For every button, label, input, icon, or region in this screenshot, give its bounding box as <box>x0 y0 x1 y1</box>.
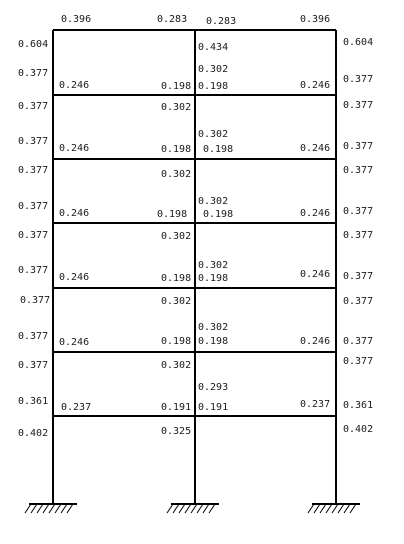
mid-col-right-label: 0.293 <box>198 382 229 393</box>
fixed-supports <box>25 504 360 513</box>
support-hatch <box>31 504 37 513</box>
support-hatch <box>67 504 73 513</box>
left-col-label: 0.402 <box>18 428 49 439</box>
support-hatch <box>344 504 350 513</box>
beam-1-left-end-label: 0.396 <box>61 14 92 25</box>
left-col-label: 0.377 <box>20 295 51 306</box>
frame-members <box>53 30 336 504</box>
beam-mid-right-label: 0.191 <box>198 402 229 413</box>
left-col-label: 0.604 <box>18 39 49 50</box>
beam-right-end-label: 0.246 <box>300 269 331 280</box>
beam-mid-right-label: 0.198 <box>198 273 229 284</box>
support-hatch <box>191 504 197 513</box>
left-col-label: 0.377 <box>18 101 49 112</box>
support-hatch <box>350 504 356 513</box>
fixed-support-2 <box>167 504 219 513</box>
support-hatch <box>308 504 314 513</box>
right-col-label: 0.361 <box>343 400 374 411</box>
beam-right-end-label: 0.246 <box>300 336 331 347</box>
left-col-label: 0.377 <box>18 265 49 276</box>
support-hatch <box>209 504 215 513</box>
mid-col-right-label: 0.302 <box>198 196 229 207</box>
support-hatch <box>49 504 55 513</box>
support-hatch <box>314 504 320 513</box>
right-col-label: 0.377 <box>343 271 374 282</box>
right-col-label: 0.377 <box>343 100 374 111</box>
right-col-label: 0.377 <box>343 74 374 85</box>
support-hatch <box>167 504 173 513</box>
mid-col-left-label: 0.302 <box>161 360 192 371</box>
beam-mid-left-label: 0.198 <box>161 144 192 155</box>
left-col-label: 0.377 <box>18 136 49 147</box>
left-col-label: 0.361 <box>18 396 49 407</box>
left-col-label: 0.377 <box>18 165 49 176</box>
right-col-label: 0.377 <box>343 165 374 176</box>
left-col-label: 0.377 <box>18 331 49 342</box>
beam-mid-right-label: 0.198 <box>198 336 229 347</box>
beam-left-end-label: 0.246 <box>59 143 90 154</box>
beam-left-end-label: 0.246 <box>59 80 90 91</box>
beam-mid-left-label: 0.191 <box>161 402 192 413</box>
right-col-label: 0.377 <box>343 336 374 347</box>
right-col-label: 0.377 <box>343 356 374 367</box>
beam-1-mid-left-label: 0.283 <box>157 14 188 25</box>
support-hatch <box>179 504 185 513</box>
support-hatch <box>55 504 61 513</box>
mid-col-right-label: 0.302 <box>198 322 229 333</box>
support-hatch <box>61 504 67 513</box>
mid-col-left-label: 0.325 <box>161 426 192 437</box>
support-hatch <box>43 504 49 513</box>
support-hatch <box>37 504 43 513</box>
support-hatch <box>338 504 344 513</box>
mid-col-left-label: 0.302 <box>161 296 192 307</box>
mid-col-left-label: 0.302 <box>161 102 192 113</box>
beam-mid-left-label: 0.198 <box>157 209 188 220</box>
beam-left-end-label: 0.246 <box>59 208 90 219</box>
mid-col-left-label: 0.302 <box>161 231 192 242</box>
support-hatch <box>203 504 209 513</box>
beam-right-end-label: 0.246 <box>300 80 331 91</box>
support-hatch <box>320 504 326 513</box>
support-hatch <box>332 504 338 513</box>
left-col-label: 0.377 <box>18 201 49 212</box>
beam-right-end-label: 0.246 <box>300 208 331 219</box>
beam-mid-left-label: 0.198 <box>161 273 192 284</box>
left-col-label: 0.377 <box>18 360 49 371</box>
right-col-label: 0.377 <box>343 206 374 217</box>
support-hatch <box>173 504 179 513</box>
right-col-label: 0.377 <box>343 230 374 241</box>
beam-mid-right-label: 0.198 <box>203 209 234 220</box>
right-col-label: 0.377 <box>343 296 374 307</box>
beam-1-mid-right-label: 0.283 <box>206 16 237 27</box>
right-col-label: 0.377 <box>343 141 374 152</box>
mid-col-left-label: 0.302 <box>161 169 192 180</box>
support-hatch <box>326 504 332 513</box>
beam-1-right-end-label: 0.396 <box>300 14 331 25</box>
fixed-support-1 <box>25 504 77 513</box>
beam-mid-left-label: 0.198 <box>161 81 192 92</box>
mid-col-right-label: 0.302 <box>198 64 229 75</box>
right-col-label: 0.604 <box>343 37 374 48</box>
beam-mid-right-label: 0.198 <box>198 81 229 92</box>
right-col-label: 0.402 <box>343 424 374 435</box>
left-col-label: 0.377 <box>18 68 49 79</box>
support-hatch <box>25 504 31 513</box>
fixed-support-3 <box>308 504 360 513</box>
mid-col-right-label: 0.434 <box>198 42 229 53</box>
mid-col-right-label: 0.302 <box>198 129 229 140</box>
beam-right-end-label: 0.246 <box>300 143 331 154</box>
beam-right-end-label: 0.237 <box>300 399 331 410</box>
left-col-label: 0.377 <box>18 230 49 241</box>
support-hatch <box>197 504 203 513</box>
beam-mid-left-label: 0.198 <box>161 336 192 347</box>
support-hatch <box>185 504 191 513</box>
beam-left-end-label: 0.246 <box>59 272 90 283</box>
mid-col-right-label: 0.302 <box>198 260 229 271</box>
beam-left-end-label: 0.237 <box>61 402 92 413</box>
beam-mid-right-label: 0.198 <box>203 144 234 155</box>
beam-left-end-label: 0.246 <box>59 337 90 348</box>
